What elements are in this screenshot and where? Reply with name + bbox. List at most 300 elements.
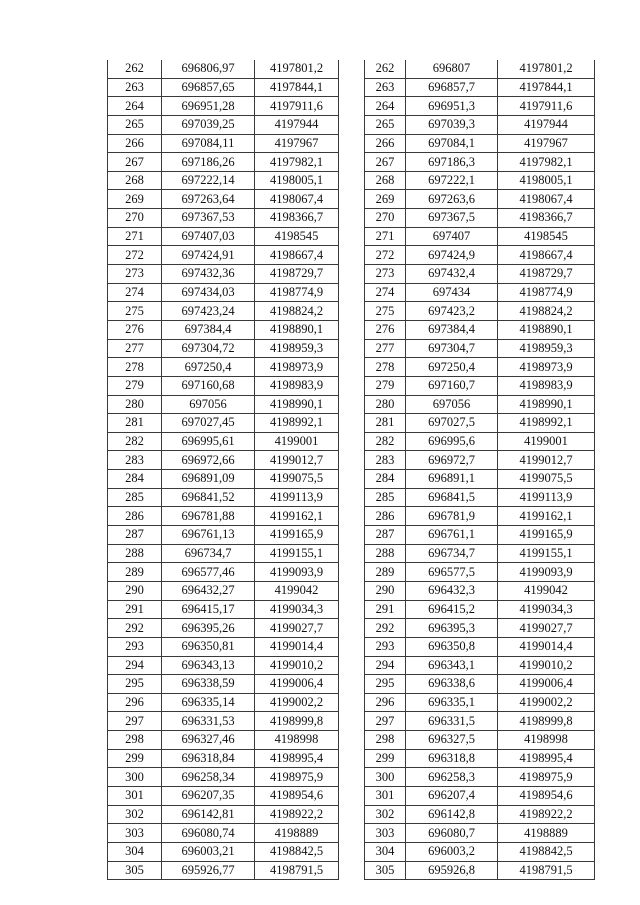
- point-number-right-cell: 277: [365, 339, 406, 358]
- point-number-right-cell: 293: [365, 637, 406, 656]
- point-number-right-cell: 262: [365, 60, 406, 78]
- point-number-right-cell: 263: [365, 78, 406, 97]
- column-gap: [339, 619, 365, 638]
- y-coordinate-left-cell: 4198774,9: [255, 283, 339, 302]
- x-coordinate-left-cell: 697384,4: [162, 320, 255, 339]
- table-row: [108, 97, 595, 116]
- point-number-right-cell: 294: [365, 656, 406, 675]
- point-number-left-cell: 287: [108, 526, 162, 545]
- point-number-right-cell: 275: [365, 302, 406, 321]
- column-gap: [339, 470, 365, 489]
- y-coordinate-right-cell: 4199012,7: [498, 451, 595, 470]
- x-coordinate-left-cell: 696995,61: [162, 432, 255, 451]
- point-number-left-cell: 269: [108, 190, 162, 209]
- y-coordinate-right-cell: 4199075,5: [498, 470, 595, 489]
- point-number-left-cell: 279: [108, 376, 162, 395]
- y-coordinate-left-cell: 4198067,4: [255, 190, 339, 209]
- point-number-left-cell: 292: [108, 619, 162, 638]
- table-row: [108, 712, 595, 731]
- column-gap: [339, 302, 365, 321]
- x-coordinate-left-cell: 696951,28: [162, 97, 255, 116]
- point-number-left-cell: 271: [108, 227, 162, 246]
- x-coordinate-left-cell: 696761,13: [162, 526, 255, 545]
- y-coordinate-left-cell: 4198992,1: [255, 414, 339, 433]
- point-number-left-cell: 285: [108, 488, 162, 507]
- point-number-right-cell: 270: [365, 209, 406, 228]
- x-coordinate-left-cell: 697039,25: [162, 115, 255, 134]
- table-row: [108, 395, 595, 414]
- x-coordinate-right-cell: 697384,4: [406, 320, 498, 339]
- y-coordinate-left-cell: 4198005,1: [255, 171, 339, 190]
- x-coordinate-left-cell: 696734,7: [162, 544, 255, 563]
- point-number-left-cell: 293: [108, 637, 162, 656]
- x-coordinate-right-cell: 696350,8: [406, 637, 498, 656]
- x-coordinate-right-cell: 697084,1: [406, 134, 498, 153]
- x-coordinate-right-cell: 697160,7: [406, 376, 498, 395]
- y-coordinate-left-cell: 4199093,9: [255, 563, 339, 582]
- point-number-left-cell: 265: [108, 115, 162, 134]
- point-number-right-cell: 272: [365, 246, 406, 265]
- y-coordinate-right-cell: 4198992,1: [498, 414, 595, 433]
- table-row: [108, 824, 595, 843]
- column-gap: [339, 786, 365, 805]
- coordinate-table-body: [108, 60, 595, 880]
- column-gap: [339, 824, 365, 843]
- x-coordinate-left-cell: 697367,53: [162, 209, 255, 228]
- y-coordinate-right-cell: 4199165,9: [498, 526, 595, 545]
- column-gap: [339, 246, 365, 265]
- column-gap: [339, 507, 365, 526]
- point-number-right-cell: 283: [365, 451, 406, 470]
- point-number-left-cell: 280: [108, 395, 162, 414]
- y-coordinate-right-cell: 4198973,9: [498, 358, 595, 377]
- column-gap: [339, 265, 365, 284]
- point-number-right-cell: 291: [365, 600, 406, 619]
- x-coordinate-left-cell: 695926,77: [162, 861, 255, 880]
- x-coordinate-left-cell: 697423,24: [162, 302, 255, 321]
- table-row: [108, 507, 595, 526]
- x-coordinate-left-cell: 696258,34: [162, 768, 255, 787]
- point-number-right-cell: 276: [365, 320, 406, 339]
- column-gap: [339, 432, 365, 451]
- y-coordinate-left-cell: 4199001: [255, 432, 339, 451]
- y-coordinate-right-cell: 4199034,3: [498, 600, 595, 619]
- y-coordinate-right-cell: 4199027,7: [498, 619, 595, 638]
- x-coordinate-right-cell: 695926,8: [406, 861, 498, 880]
- point-number-right-cell: 273: [365, 265, 406, 284]
- x-coordinate-left-cell: 696432,27: [162, 581, 255, 600]
- y-coordinate-left-cell: 4197944: [255, 115, 339, 134]
- x-coordinate-left-cell: 697304,72: [162, 339, 255, 358]
- y-coordinate-right-cell: 4198975,9: [498, 768, 595, 787]
- y-coordinate-left-cell: 4198983,9: [255, 376, 339, 395]
- table-row: [108, 190, 595, 209]
- point-number-left-cell: 304: [108, 842, 162, 861]
- point-number-right-cell: 287: [365, 526, 406, 545]
- y-coordinate-left-cell: 4198890,1: [255, 320, 339, 339]
- point-number-right-cell: 274: [365, 283, 406, 302]
- y-coordinate-right-cell: 4198999,8: [498, 712, 595, 731]
- point-number-right-cell: 289: [365, 563, 406, 582]
- point-number-right-cell: 285: [365, 488, 406, 507]
- point-number-left-cell: 296: [108, 693, 162, 712]
- coordinate-table-container: [107, 60, 594, 880]
- table-row: [108, 526, 595, 545]
- table-row: [108, 339, 595, 358]
- y-coordinate-left-cell: 4198990,1: [255, 395, 339, 414]
- table-row: [108, 675, 595, 694]
- column-gap: [339, 395, 365, 414]
- y-coordinate-left-cell: 4198922,2: [255, 805, 339, 824]
- table-row: [108, 227, 595, 246]
- table-row: [108, 320, 595, 339]
- x-coordinate-right-cell: 697039,3: [406, 115, 498, 134]
- x-coordinate-right-cell: 697263,6: [406, 190, 498, 209]
- x-coordinate-left-cell: 696343,13: [162, 656, 255, 675]
- x-coordinate-left-cell: 697160,68: [162, 376, 255, 395]
- x-coordinate-right-cell: 697432,4: [406, 265, 498, 284]
- x-coordinate-right-cell: 697434: [406, 283, 498, 302]
- column-gap: [339, 376, 365, 395]
- x-coordinate-right-cell: 696335,1: [406, 693, 498, 712]
- y-coordinate-right-cell: 4199042: [498, 581, 595, 600]
- point-number-left-cell: 282: [108, 432, 162, 451]
- column-gap: [339, 544, 365, 563]
- y-coordinate-left-cell: 4198973,9: [255, 358, 339, 377]
- y-coordinate-left-cell: 4198791,5: [255, 861, 339, 880]
- x-coordinate-right-cell: 696338,6: [406, 675, 498, 694]
- point-number-right-cell: 284: [365, 470, 406, 489]
- point-number-left-cell: 281: [108, 414, 162, 433]
- table-row: [108, 451, 595, 470]
- point-number-left-cell: 270: [108, 209, 162, 228]
- table-row: [108, 134, 595, 153]
- y-coordinate-right-cell: 4198842,5: [498, 842, 595, 861]
- x-coordinate-left-cell: 696415,17: [162, 600, 255, 619]
- table-row: [108, 693, 595, 712]
- y-coordinate-left-cell: 4199113,9: [255, 488, 339, 507]
- table-row: [108, 581, 595, 600]
- point-number-left-cell: 294: [108, 656, 162, 675]
- point-number-left-cell: 295: [108, 675, 162, 694]
- column-gap: [339, 283, 365, 302]
- y-coordinate-right-cell: 4198729,7: [498, 265, 595, 284]
- point-number-right-cell: 298: [365, 731, 406, 750]
- column-gap: [339, 488, 365, 507]
- y-coordinate-right-cell: 4197801,2: [498, 60, 595, 78]
- column-gap: [339, 749, 365, 768]
- x-coordinate-right-cell: 697056: [406, 395, 498, 414]
- table-row: [108, 842, 595, 861]
- y-coordinate-right-cell: 4199010,2: [498, 656, 595, 675]
- table-row: [108, 563, 595, 582]
- table-row: [108, 544, 595, 563]
- table-row: [108, 656, 595, 675]
- table-row: [108, 78, 595, 97]
- point-number-right-cell: 268: [365, 171, 406, 190]
- x-coordinate-left-cell: 696142,81: [162, 805, 255, 824]
- table-row: [108, 749, 595, 768]
- y-coordinate-left-cell: 4198959,3: [255, 339, 339, 358]
- y-coordinate-right-cell: 4198954,6: [498, 786, 595, 805]
- x-coordinate-left-cell: 697186,26: [162, 153, 255, 172]
- point-number-left-cell: 284: [108, 470, 162, 489]
- x-coordinate-right-cell: 696951,3: [406, 97, 498, 116]
- point-number-left-cell: 276: [108, 320, 162, 339]
- x-coordinate-left-cell: 697250,4: [162, 358, 255, 377]
- point-number-right-cell: 299: [365, 749, 406, 768]
- y-coordinate-left-cell: 4199014,4: [255, 637, 339, 656]
- point-number-left-cell: 298: [108, 731, 162, 750]
- point-number-right-cell: 279: [365, 376, 406, 395]
- column-gap: [339, 320, 365, 339]
- point-number-right-cell: 296: [365, 693, 406, 712]
- x-coordinate-right-cell: 696761,1: [406, 526, 498, 545]
- y-coordinate-left-cell: 4199165,9: [255, 526, 339, 545]
- x-coordinate-right-cell: 697027,5: [406, 414, 498, 433]
- point-number-left-cell: 299: [108, 749, 162, 768]
- point-number-left-cell: 275: [108, 302, 162, 321]
- x-coordinate-left-cell: 696335,14: [162, 693, 255, 712]
- table-row: [108, 283, 595, 302]
- y-coordinate-right-cell: 4199002,2: [498, 693, 595, 712]
- point-number-right-cell: 265: [365, 115, 406, 134]
- x-coordinate-right-cell: 696432,3: [406, 581, 498, 600]
- column-gap: [339, 358, 365, 377]
- y-coordinate-left-cell: 4199075,5: [255, 470, 339, 489]
- x-coordinate-right-cell: 696343,1: [406, 656, 498, 675]
- y-coordinate-left-cell: 4199027,7: [255, 619, 339, 638]
- x-coordinate-right-cell: 696807: [406, 60, 498, 78]
- y-coordinate-right-cell: 4198998: [498, 731, 595, 750]
- column-gap: [339, 693, 365, 712]
- table-row: [108, 637, 595, 656]
- x-coordinate-right-cell: 696327,5: [406, 731, 498, 750]
- y-coordinate-right-cell: 4198791,5: [498, 861, 595, 880]
- y-coordinate-right-cell: 4198067,4: [498, 190, 595, 209]
- point-number-left-cell: 283: [108, 451, 162, 470]
- y-coordinate-right-cell: 4198545: [498, 227, 595, 246]
- column-gap: [339, 209, 365, 228]
- y-coordinate-right-cell: 4198990,1: [498, 395, 595, 414]
- x-coordinate-right-cell: 697186,3: [406, 153, 498, 172]
- y-coordinate-left-cell: 4198975,9: [255, 768, 339, 787]
- y-coordinate-left-cell: 4198842,5: [255, 842, 339, 861]
- point-number-left-cell: 303: [108, 824, 162, 843]
- column-gap: [339, 581, 365, 600]
- column-gap: [339, 637, 365, 656]
- point-number-left-cell: 268: [108, 171, 162, 190]
- x-coordinate-right-cell: 696395,3: [406, 619, 498, 638]
- column-gap: [339, 171, 365, 190]
- point-number-right-cell: 267: [365, 153, 406, 172]
- x-coordinate-right-cell: 697304,7: [406, 339, 498, 358]
- table-row: [108, 786, 595, 805]
- x-coordinate-left-cell: 697056: [162, 395, 255, 414]
- x-coordinate-right-cell: 697222,1: [406, 171, 498, 190]
- point-number-right-cell: 266: [365, 134, 406, 153]
- point-number-right-cell: 264: [365, 97, 406, 116]
- point-number-right-cell: 271: [365, 227, 406, 246]
- x-coordinate-right-cell: 696995,6: [406, 432, 498, 451]
- x-coordinate-left-cell: 696781,88: [162, 507, 255, 526]
- point-number-left-cell: 288: [108, 544, 162, 563]
- column-gap: [339, 339, 365, 358]
- y-coordinate-left-cell: 4198545: [255, 227, 339, 246]
- y-coordinate-right-cell: 4198824,2: [498, 302, 595, 321]
- y-coordinate-right-cell: 4197844,1: [498, 78, 595, 97]
- y-coordinate-left-cell: 4199034,3: [255, 600, 339, 619]
- y-coordinate-right-cell: 4199093,9: [498, 563, 595, 582]
- point-number-left-cell: 272: [108, 246, 162, 265]
- point-number-left-cell: 290: [108, 581, 162, 600]
- column-gap: [339, 414, 365, 433]
- table-row: [108, 861, 595, 880]
- y-coordinate-right-cell: 4199006,4: [498, 675, 595, 694]
- x-coordinate-right-cell: 696857,7: [406, 78, 498, 97]
- x-coordinate-right-cell: 697407: [406, 227, 498, 246]
- column-gap: [339, 78, 365, 97]
- y-coordinate-right-cell: 4198774,9: [498, 283, 595, 302]
- y-coordinate-left-cell: 4199162,1: [255, 507, 339, 526]
- x-coordinate-left-cell: 697027,45: [162, 414, 255, 433]
- x-coordinate-left-cell: 696331,53: [162, 712, 255, 731]
- x-coordinate-right-cell: 696972,7: [406, 451, 498, 470]
- point-number-left-cell: 273: [108, 265, 162, 284]
- y-coordinate-right-cell: 4198995,4: [498, 749, 595, 768]
- point-number-left-cell: 274: [108, 283, 162, 302]
- x-coordinate-right-cell: 696331,5: [406, 712, 498, 731]
- point-number-right-cell: 297: [365, 712, 406, 731]
- y-coordinate-right-cell: 4198889: [498, 824, 595, 843]
- y-coordinate-left-cell: 4199012,7: [255, 451, 339, 470]
- y-coordinate-left-cell: 4199042: [255, 581, 339, 600]
- column-gap: [339, 526, 365, 545]
- y-coordinate-left-cell: 4199002,2: [255, 693, 339, 712]
- column-gap: [339, 451, 365, 470]
- x-coordinate-left-cell: 697432,36: [162, 265, 255, 284]
- y-coordinate-right-cell: 4198922,2: [498, 805, 595, 824]
- column-gap: [339, 60, 365, 78]
- table-row: [108, 265, 595, 284]
- x-coordinate-right-cell: 696080,7: [406, 824, 498, 843]
- x-coordinate-left-cell: 696841,52: [162, 488, 255, 507]
- table-row: [108, 60, 595, 78]
- y-coordinate-right-cell: 4199113,9: [498, 488, 595, 507]
- x-coordinate-left-cell: 696395,26: [162, 619, 255, 638]
- column-gap: [339, 134, 365, 153]
- column-gap: [339, 768, 365, 787]
- y-coordinate-left-cell: 4199010,2: [255, 656, 339, 675]
- column-gap: [339, 731, 365, 750]
- y-coordinate-left-cell: 4199006,4: [255, 675, 339, 694]
- column-gap: [339, 97, 365, 116]
- x-coordinate-left-cell: 696080,74: [162, 824, 255, 843]
- x-coordinate-right-cell: 696734,7: [406, 544, 498, 563]
- point-number-right-cell: 286: [365, 507, 406, 526]
- table-row: [108, 488, 595, 507]
- x-coordinate-right-cell: 697367,5: [406, 209, 498, 228]
- y-coordinate-right-cell: 4199162,1: [498, 507, 595, 526]
- column-gap: [339, 190, 365, 209]
- column-gap: [339, 842, 365, 861]
- x-coordinate-left-cell: 696577,46: [162, 563, 255, 582]
- point-number-right-cell: 295: [365, 675, 406, 694]
- x-coordinate-right-cell: 696781,9: [406, 507, 498, 526]
- column-gap: [339, 563, 365, 582]
- x-coordinate-right-cell: 697424,9: [406, 246, 498, 265]
- y-coordinate-right-cell: 4199014,4: [498, 637, 595, 656]
- point-number-left-cell: 305: [108, 861, 162, 880]
- point-number-right-cell: 288: [365, 544, 406, 563]
- x-coordinate-left-cell: 697424,91: [162, 246, 255, 265]
- x-coordinate-left-cell: 696350,81: [162, 637, 255, 656]
- x-coordinate-right-cell: 696003,2: [406, 842, 498, 861]
- y-coordinate-right-cell: 4198890,1: [498, 320, 595, 339]
- point-number-right-cell: 292: [365, 619, 406, 638]
- table-row: [108, 768, 595, 787]
- x-coordinate-left-cell: 696003,21: [162, 842, 255, 861]
- point-number-right-cell: 281: [365, 414, 406, 433]
- x-coordinate-left-cell: 696207,35: [162, 786, 255, 805]
- table-row: [108, 209, 595, 228]
- y-coordinate-left-cell: 4198995,4: [255, 749, 339, 768]
- x-coordinate-right-cell: 696891,1: [406, 470, 498, 489]
- y-coordinate-right-cell: 4199155,1: [498, 544, 595, 563]
- point-number-left-cell: 266: [108, 134, 162, 153]
- column-gap: [339, 712, 365, 731]
- y-coordinate-right-cell: 4198959,3: [498, 339, 595, 358]
- column-gap: [339, 600, 365, 619]
- x-coordinate-left-cell: 696338,59: [162, 675, 255, 694]
- point-number-right-cell: 301: [365, 786, 406, 805]
- point-number-right-cell: 300: [365, 768, 406, 787]
- table-row: [108, 153, 595, 172]
- x-coordinate-right-cell: 696142,8: [406, 805, 498, 824]
- point-number-right-cell: 303: [365, 824, 406, 843]
- point-number-right-cell: 282: [365, 432, 406, 451]
- y-coordinate-right-cell: 4199001: [498, 432, 595, 451]
- point-number-left-cell: 291: [108, 600, 162, 619]
- y-coordinate-left-cell: 4199155,1: [255, 544, 339, 563]
- x-coordinate-left-cell: 697222,14: [162, 171, 255, 190]
- x-coordinate-right-cell: 696207,4: [406, 786, 498, 805]
- x-coordinate-right-cell: 696415,2: [406, 600, 498, 619]
- table-row: [108, 805, 595, 824]
- y-coordinate-right-cell: 4197944: [498, 115, 595, 134]
- column-gap: [339, 153, 365, 172]
- point-number-right-cell: 305: [365, 861, 406, 880]
- point-number-right-cell: 269: [365, 190, 406, 209]
- y-coordinate-left-cell: 4198889: [255, 824, 339, 843]
- x-coordinate-right-cell: 696318,8: [406, 749, 498, 768]
- x-coordinate-left-cell: 697084,11: [162, 134, 255, 153]
- table-row: [108, 470, 595, 489]
- y-coordinate-right-cell: 4198667,4: [498, 246, 595, 265]
- x-coordinate-left-cell: 696891,09: [162, 470, 255, 489]
- y-coordinate-right-cell: 4197982,1: [498, 153, 595, 172]
- column-gap: [339, 656, 365, 675]
- point-number-left-cell: 301: [108, 786, 162, 805]
- point-number-left-cell: 289: [108, 563, 162, 582]
- y-coordinate-left-cell: 4198729,7: [255, 265, 339, 284]
- point-number-left-cell: 277: [108, 339, 162, 358]
- table-row: [108, 358, 595, 377]
- point-number-right-cell: 290: [365, 581, 406, 600]
- y-coordinate-left-cell: 4198667,4: [255, 246, 339, 265]
- y-coordinate-right-cell: 4198005,1: [498, 171, 595, 190]
- y-coordinate-left-cell: 4197911,6: [255, 97, 339, 116]
